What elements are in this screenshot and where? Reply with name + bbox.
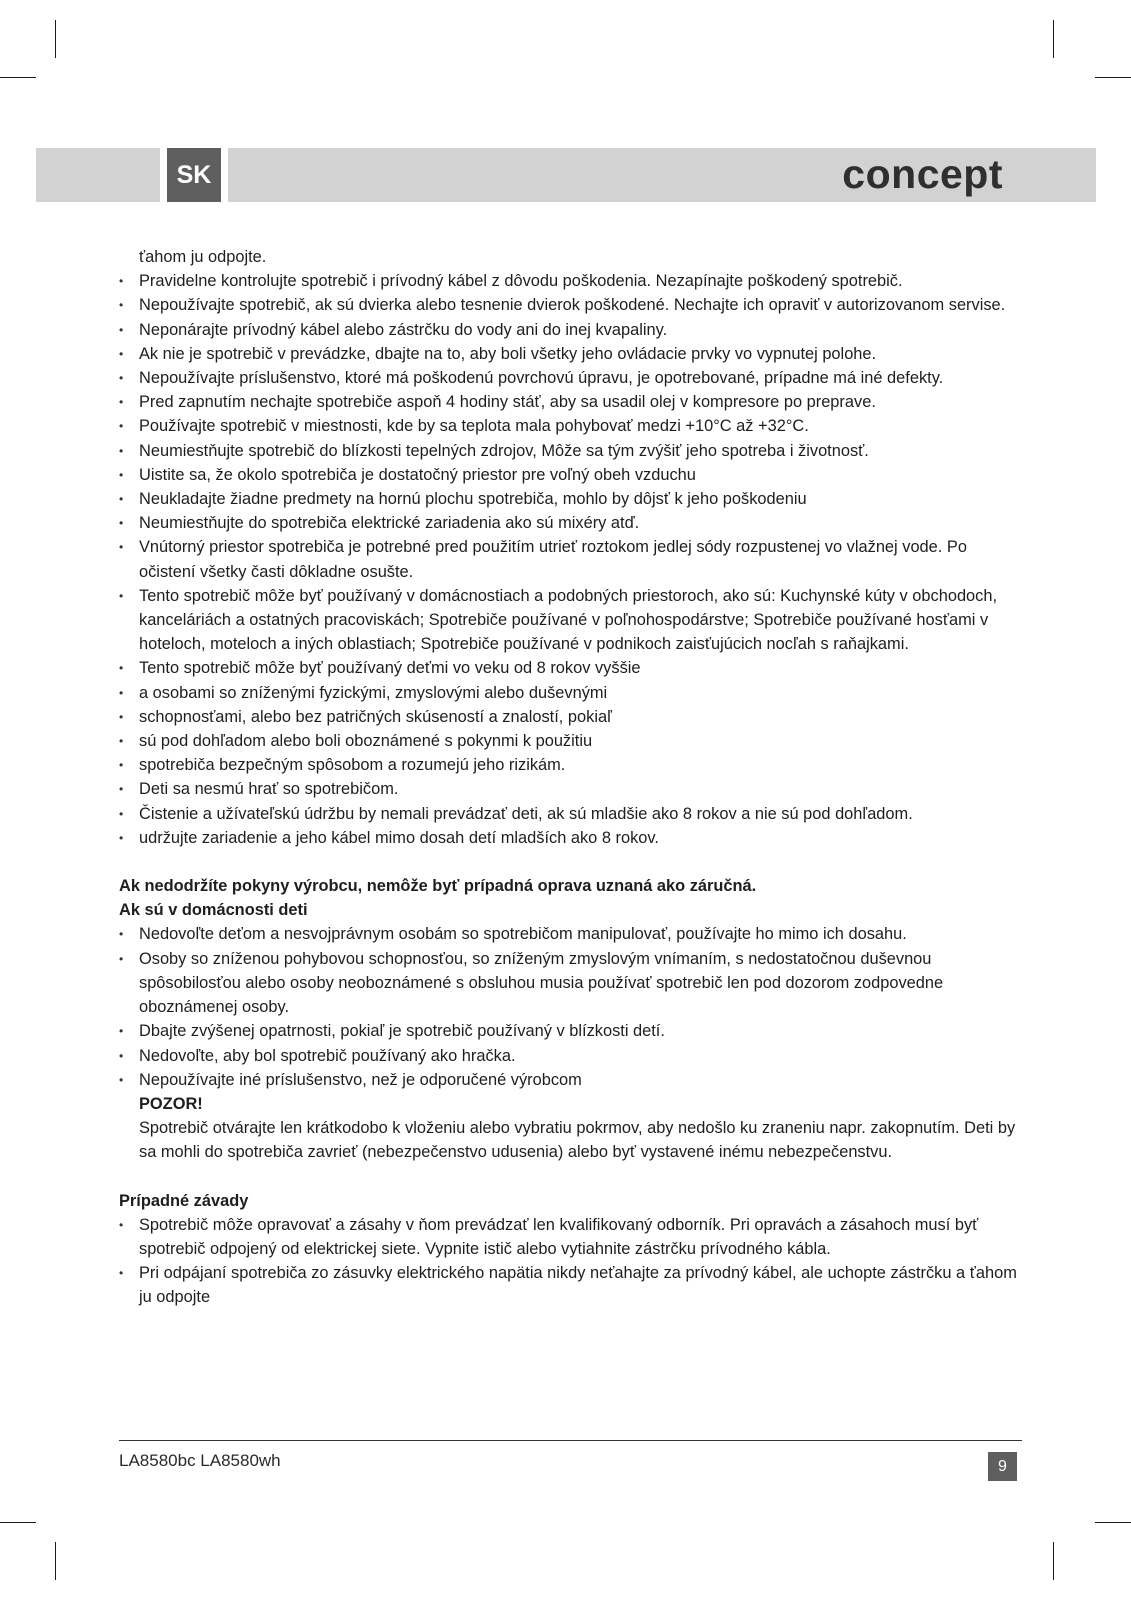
brand-logo: concept	[842, 151, 1003, 197]
list-item: • schopnosťami, alebo bez patričných skúseností a znalostí, pokiaľ	[119, 705, 1021, 729]
continued-text: ťahom ju odpojte.	[139, 248, 267, 266]
caution-label: POZOR!	[139, 1094, 203, 1113]
list-item: • Osoby so zníženou pohybovou schopnosťou, so zníženým zmyslovým vnímaním, s nedostatočnou duševnou spôsobilosťou alebo osoby neoboznámené s obsluhou musia používať spotrebič len pod dozorom zodpovedne oboznámenej osoby.	[119, 947, 1021, 1020]
list-item: • Tento spotrebič môže byť používaný v domácnostiach a podobných priestoroch, ako sú: Kuchynské kúty v obchodoch, kanceláriách a ostatných pracoviskách; Spotrebiče používané v poľnohospodárstve; Spotrebiče používané hosťami v hoteloch, moteloch a iných oblastiach; Spotrebiče používané v podnikoch zaisťujúcich nocľah s raňajkami.	[119, 584, 1021, 657]
list-item: • Tento spotrebič môže byť používaný deťmi vo veku od 8 rokov vyššie	[119, 656, 1021, 680]
list-item: • spotrebiča bezpečným spôsobom a rozumejú jeho rizikám.	[119, 753, 1021, 777]
list-item: • Pred zapnutím nechajte spotrebiče aspoň 4 hodiny stáť, aby sa usadil olej v kompresore po preprave.	[119, 390, 1021, 414]
warranty-note: Ak nedodržíte pokyny výrobcu, nemôže byť prípadná oprava uznaná ako záručná.	[119, 877, 757, 896]
footer-model: LA8580bc LA8580wh	[119, 1451, 281, 1470]
list-item: • Ak nie je spotrebič v prevádzke, dbajte na to, aby boli všetky jeho ovládacie prvky vo vypnutej polohe.	[119, 342, 1021, 366]
list-item: • Deti sa nesmú hrať so spotrebičom.	[119, 777, 1021, 801]
crop-mark	[55, 20, 56, 58]
list-item: • Uistite sa, že okolo spotrebiča je dostatočný priestor pre voľný obeh vzduchu	[119, 463, 1021, 487]
list-item: • Vnútorný priestor spotrebiča je potrebné pred použitím utrieť roztokom jedlej sódy rozpustenej vo vlažnej vode. Po očistení všetky časti dôkladne osušte.	[119, 535, 1021, 583]
crop-mark	[0, 77, 36, 78]
list-item: • Nedovoľte deťom a nesvojprávnym osobám so spotrebičom manipulovať, používajte ho mimo ich dosahu.	[119, 922, 1021, 946]
spacer	[119, 1165, 1021, 1189]
list-item: • Neumiestňujte do spotrebiča elektrické zariadenia ako sú mixéry atď.	[119, 511, 1021, 535]
list-item: • a osobami so zníženými fyzickými, zmyslovými alebo duševnými	[119, 681, 1021, 705]
list-item: • Pravidelne kontrolujte spotrebič i prívodný kábel z dôvodu poškodenia. Nezapínajte poškodený spotrebič.	[119, 269, 1021, 293]
list-item: • Spotrebič môže opravovať a zásahy v ňom prevádzať len kvalifikovaný odborník. Pri opravách a zásahoch musí byť spotrebič odpojený od elektrickej siete. Vypnite istič alebo vytiahnite zástrčku prívodného kábla.	[119, 1213, 1021, 1261]
page-content	[119, 245, 1021, 1310]
children-list	[119, 922, 1021, 1091]
list-item: • sú pod dohľadom alebo boli oboznámené s pokynmi k použitiu	[119, 729, 1021, 753]
list-item: • Dbajte zvýšenej opatrnosti, pokiaľ je spotrebič používaný v blízkosti detí.	[119, 1019, 1021, 1043]
crop-mark	[1053, 20, 1054, 58]
list-item: • Nedovoľte, aby bol spotrebič používaný ako hračka.	[119, 1044, 1021, 1068]
list-item: • Nepoužívajte príslušenstvo, ktoré má poškodenú povrchovú úpravu, je opotrebované, prípadne má iné defekty.	[119, 366, 1021, 390]
crop-mark	[0, 1522, 36, 1523]
header-divider	[160, 148, 167, 202]
list-item: • udržujte zariadenie a jeho kábel mimo dosah detí mladších ako 8 rokov.	[119, 826, 1021, 850]
list-item: • Nepoužívajte iné príslušenstvo, než je odporučené výrobcom	[119, 1068, 1021, 1092]
language-tab: SK	[167, 148, 221, 202]
list-item: • Neponárajte prívodný kábel alebo zástrčku do vody ani do inej kvapaliny.	[119, 318, 1021, 342]
list-item: • Pri odpájaní spotrebiča zo zásuvky elektrického napätia nikdy neťahajte za prívodný kábel, ale uchopte zástrčku a ťahom ju odpojte	[119, 1261, 1021, 1309]
list-item: • Čistenie a užívateľskú údržbu by nemali prevádzať deti, ak sú mladšie ako 8 rokov a nie sú pod dohľadom.	[119, 802, 1021, 826]
caution-text: Spotrebič otvárajte len krátkodobo k vloženiu alebo vybratiu pokrmov, aby nedošlo ku zraneniu napr. zakopnutím. Deti by sa mohli do spotrebiča zavrieť (nebezpečenstvo udusenia) alebo byť vystavené inému nebezpečenstvu.	[139, 1119, 1016, 1162]
section-heading-faults: Prípadné závady	[119, 1191, 249, 1210]
faults-list	[119, 1213, 1021, 1310]
list-item: • Používajte spotrebič v miestnosti, kde by sa teplota mala pohybovať medzi +10°C až +32°C.	[119, 414, 1021, 438]
list-item: • Nepoužívajte spotrebič, ak sú dvierka alebo tesnenie dvierok poškodené. Nechajte ich opraviť v autorizovanom servise.	[119, 293, 1021, 317]
header-divider	[221, 148, 228, 202]
crop-mark	[1095, 1522, 1131, 1523]
footer-rule	[119, 1440, 1022, 1441]
crop-mark	[55, 1542, 56, 1580]
list-item: • Neumiestňujte spotrebič do blízkosti tepelných zdrojov, Môže sa tým zvýšiť jeho spotreba i životnosť.	[119, 439, 1021, 463]
page-number: 9	[988, 1452, 1017, 1481]
section-heading-children: Ak sú v domácnosti deti	[119, 901, 308, 920]
safety-list	[119, 269, 1021, 850]
crop-mark	[1053, 1542, 1054, 1580]
spacer	[119, 850, 1021, 874]
crop-mark	[1095, 77, 1131, 78]
list-item: • Neukladajte žiadne predmety na hornú plochu spotrebiča, mohlo by dôjsť k jeho poškodeniu	[119, 487, 1021, 511]
